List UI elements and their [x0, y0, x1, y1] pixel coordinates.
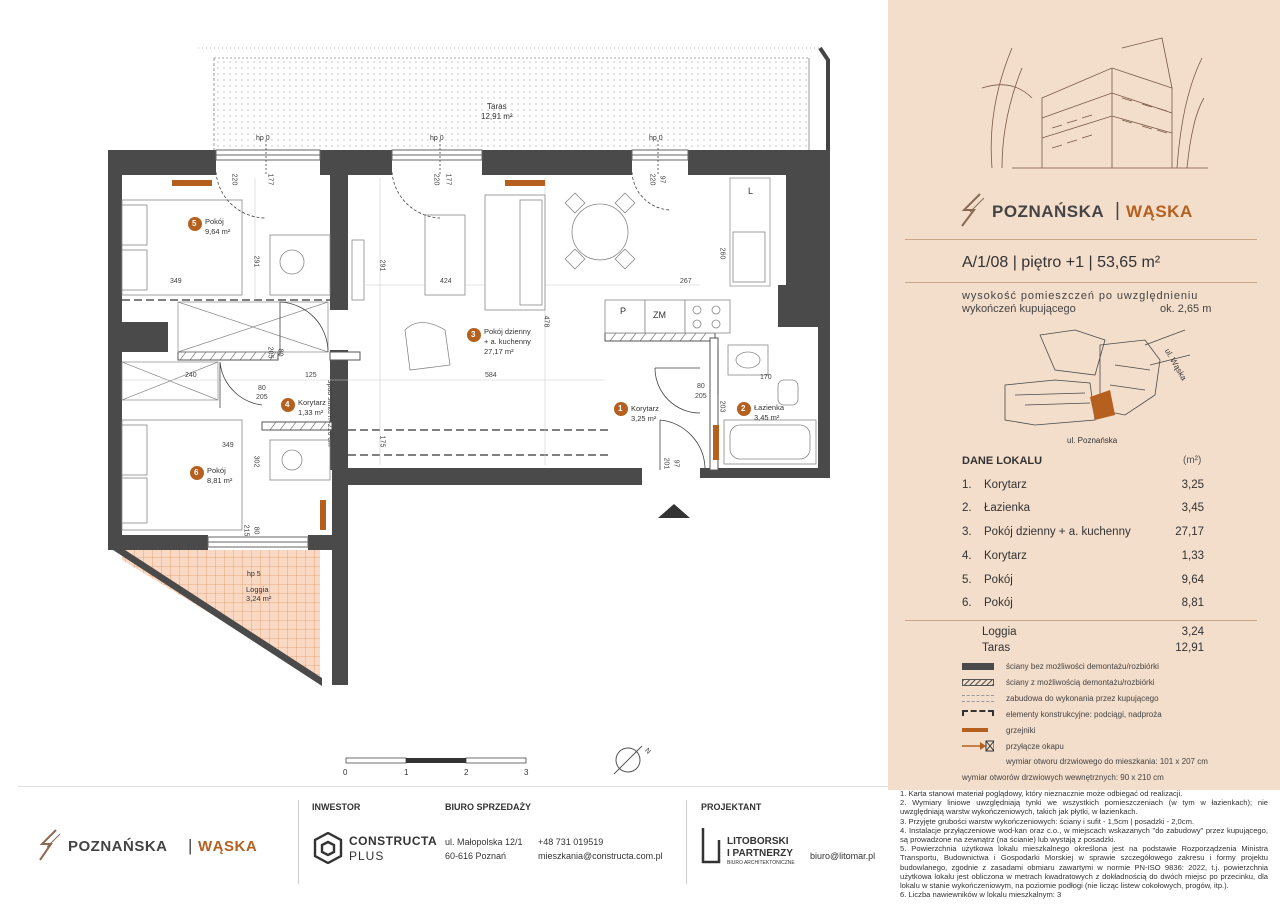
investor-name: PLUS: [349, 849, 385, 863]
table-row: 1. Korytarz 3,25: [962, 479, 1204, 491]
room-name: + a. kuchenny: [484, 337, 531, 346]
dimension: 80: [258, 385, 266, 392]
height-text: wysokość pomieszczeń po uwzględnieniu: [962, 290, 1199, 302]
sales-label: BIURO SPRZEDAŻY: [445, 802, 532, 812]
hp-label: hp 0: [256, 135, 270, 142]
hp-label: hp 0: [649, 135, 663, 142]
brand-name-left: POZNAŃSKA: [992, 202, 1105, 221]
dimension: 220: [648, 173, 656, 186]
designer-name: BIURO ARCHITEKTONICZNE: [727, 860, 795, 866]
legend-symbol: [962, 710, 994, 716]
dimension: 205: [266, 346, 274, 359]
dimension: 349: [170, 278, 182, 285]
footer-brand-right: WĄSKA: [198, 838, 258, 855]
note: 4. Instalacje przyłączeniowe wod-kan oraz c.o., w miejscach wskazanych "do zabudowy" przez kupującego, są prowadzone na zewnątrz (na ścianie) lub wystają z posadzki.: [900, 825, 1268, 845]
dimension: 220: [230, 173, 238, 186]
scale-label: 1: [404, 768, 409, 777]
dimension: 97: [672, 459, 680, 468]
kitchen-fridge-label: P: [620, 306, 627, 316]
note: 5. Powierzchnia użytkowa lokalu mieszkalnego określona jest na podstawie Rozporządzenia Ministra Transportu, Budownictwa i Gospodarki Morskiej w sprawie szczegółowego zakresu i formy projektu budowlanego, zgodnie z zasadami obmiaru zawartymi w normie PN-ISO 9836: 2022, t.j. powierzchnia użytkowa lokalu jest obliczona w metrach kwadratowych z dokładnością do dwóch miejsc po przecinku, dla lokalu w stanie wykończeniowym, na poziomie podłogi (nie licząc listew cokołowych, progów, itp.).: [900, 844, 1268, 891]
dimension: 80: [697, 383, 705, 390]
dimension: 175: [378, 435, 386, 448]
legend-symbol: [962, 695, 994, 702]
terrace-label: Taras: [487, 102, 507, 111]
note: 3. Przyjęte grubości warstw wykończeniowych: ściany i sufit - 1,5cm | posadzki - 2,0cm.: [900, 816, 1195, 826]
dimension: 80: [276, 348, 284, 357]
building-illustration: [972, 28, 1208, 178]
dimension: 240: [185, 372, 197, 379]
dimension: 215: [242, 524, 250, 537]
height-text: wykończeń kupującego: [962, 303, 1076, 315]
dimension: 260: [718, 247, 726, 260]
terrace: [198, 48, 828, 150]
constructa-logo-icon: [313, 832, 343, 864]
investor-label: INWESTOR: [312, 802, 361, 812]
sales-address: 60-616 Poznań: [445, 851, 507, 861]
room-area: 1,33 m²: [298, 408, 324, 417]
room-name: Korytarz: [298, 398, 326, 407]
map-street-label: ul. Poznańska: [1067, 436, 1118, 445]
dimension: 125: [305, 372, 317, 379]
table-row: 2. Łazienka 3,45: [962, 502, 1204, 514]
room-name: Pokój dzienny: [484, 327, 531, 336]
table-row: 3. Pokój dzienny + a. kuchenny 27,17: [962, 526, 1204, 538]
room-number: 2: [741, 404, 746, 413]
table-row-extra: Loggia 3,24: [982, 626, 1204, 638]
litoborski-logo-icon: [700, 826, 722, 866]
terrace-area: 12,91 m²: [481, 112, 513, 121]
entrance-arrow-icon: [658, 504, 690, 518]
table-title: DANE LOKALU: [962, 455, 1043, 467]
designer-name: LITOBORSKI: [727, 836, 789, 847]
sales-email[interactable]: mieszkania@constructa.com.pl: [538, 851, 663, 861]
north-arrow-icon: [614, 746, 642, 774]
dimension: 291: [252, 255, 260, 268]
footer-brand-left: POZNAŃSKA: [68, 838, 168, 855]
table-row: 5. Pokój 9,64: [962, 574, 1204, 586]
scale-bar: [346, 758, 526, 763]
room-number: 5: [192, 219, 197, 228]
room-name: Łazienka: [754, 403, 785, 412]
designer-name: I PARTNERZY: [727, 848, 793, 859]
room-name: Pokój: [205, 217, 224, 226]
loggia-area: 3,24 m²: [246, 594, 272, 603]
loggia-label: Loggia: [246, 585, 269, 594]
table-unit: (m²): [1183, 455, 1202, 466]
dimension: 424: [440, 278, 452, 285]
brand-name-right: WĄSKA: [1126, 202, 1193, 221]
room-number: 4: [285, 400, 290, 409]
sales-phone[interactable]: +48 731 019519: [538, 837, 604, 847]
map-street-label: ul. Wąska: [1162, 347, 1189, 382]
dimension: 205: [695, 393, 707, 400]
dimension: 220: [432, 173, 440, 186]
dimension: 302: [252, 455, 260, 468]
kitchen-dishwasher-label: ZM: [653, 310, 666, 320]
dimension: 170: [760, 374, 772, 381]
legend-text: przyłącze okapu: [1006, 742, 1064, 751]
divider: [298, 800, 299, 884]
designer-email[interactable]: biuro@litomar.pl: [810, 851, 876, 861]
ceiling-note: spad sufitu h=210 cm: [326, 380, 333, 447]
room-area: 3,45 m²: [754, 413, 780, 422]
dimension: 97: [658, 175, 666, 184]
dimension: 267: [680, 278, 692, 285]
scale-label: 2: [464, 768, 469, 777]
north-label: N: [643, 747, 652, 756]
brand-separator: |: [1115, 200, 1120, 221]
room-number: 3: [471, 330, 476, 339]
footer-brand-logo-icon: [38, 828, 60, 862]
location-map: [995, 325, 1195, 430]
notes: [900, 789, 1268, 899]
room-name: Pokój: [207, 466, 226, 475]
room-number: 1: [618, 404, 623, 413]
table-row-extra: Taras 12,91: [982, 642, 1204, 654]
table-row: 4. Korytarz 1,33: [962, 550, 1204, 562]
room-area: 9,64 m²: [205, 227, 231, 236]
note: 2. Wymiary liniowe uwzględniają tynki we wszystkich pomieszczeniach (w tym w łazienkach); nie uwzględniają warstw wykończeniowych, takich jak płytki, w łazienkach.: [900, 798, 1268, 817]
divider: [905, 239, 1257, 240]
designer-label: PROJEKTANT: [701, 802, 762, 812]
dimension: 349: [222, 442, 234, 449]
note: 1. Karta stanowi materiał poglądowy, który nieznacznie może odbiegać od realizacji.: [900, 789, 1183, 798]
table-row: 6. Pokój 8,81: [962, 597, 1204, 609]
dimension: 291: [378, 259, 386, 272]
scale-label: 0: [343, 768, 348, 777]
room-area: 8,81 m²: [207, 476, 233, 485]
note: 6. Liczba nawiewników w lokalu mieszkalnym: 3: [900, 890, 1062, 900]
dimension: 177: [444, 173, 452, 186]
footer-brand-separator: |: [188, 836, 193, 855]
dimension: 80: [252, 526, 260, 535]
room-number: 6: [194, 468, 199, 477]
legend-text: wymiar otworu drzwiowego do mieszkania: 101 x 207 cm: [1006, 757, 1208, 766]
dimension: 478: [542, 315, 550, 328]
legend-symbol: [962, 740, 994, 752]
legend-text: zabudowa do wykonania przez kupującego: [1006, 694, 1159, 703]
legend-text: ściany bez możliwości demontażu/rozbiórki: [1006, 662, 1159, 671]
kitchen-cabinet-label: L: [748, 186, 754, 196]
divider: [18, 786, 888, 787]
legend-text: elementy konstrukcyjne: podciągi, nadproża: [1006, 710, 1162, 719]
room-area: 27,17 m²: [484, 347, 514, 356]
dimension: 177: [266, 173, 274, 186]
room-area: 3,25 m²: [631, 414, 657, 423]
sales-address: ul. Małopolska 12/1: [445, 837, 523, 847]
dimension: 201: [662, 457, 670, 470]
legend-text: wymiar otworów drzwiowych wewnętrznych: 90 x 210 cm: [962, 773, 1164, 782]
divider: [686, 800, 687, 884]
legend-symbol: [962, 679, 994, 686]
brand-logo-icon: [960, 192, 984, 228]
legend-symbol: [962, 663, 994, 670]
hp-label: hp 5: [247, 571, 261, 578]
dimension: 584: [485, 372, 497, 379]
dimension: 205: [256, 394, 268, 401]
investor-name: CONSTRUCTA: [349, 834, 438, 848]
unit-title: A/1/08 | piętro +1 | 53,65 m²: [962, 254, 1161, 271]
legend-text: grzejniki: [1006, 726, 1036, 735]
legend-symbol: [962, 728, 988, 732]
legend-text: ściany z możliwością demontażu/rozbiórki: [1006, 678, 1155, 687]
divider: [905, 282, 1257, 283]
height-value: ok. 2,65 m: [1160, 303, 1212, 315]
divider: [905, 620, 1257, 621]
dimension: 203: [718, 400, 726, 413]
scale-label: 3: [524, 768, 529, 777]
room-name: Korytarz: [631, 404, 659, 413]
hp-label: hp 0: [430, 135, 444, 142]
